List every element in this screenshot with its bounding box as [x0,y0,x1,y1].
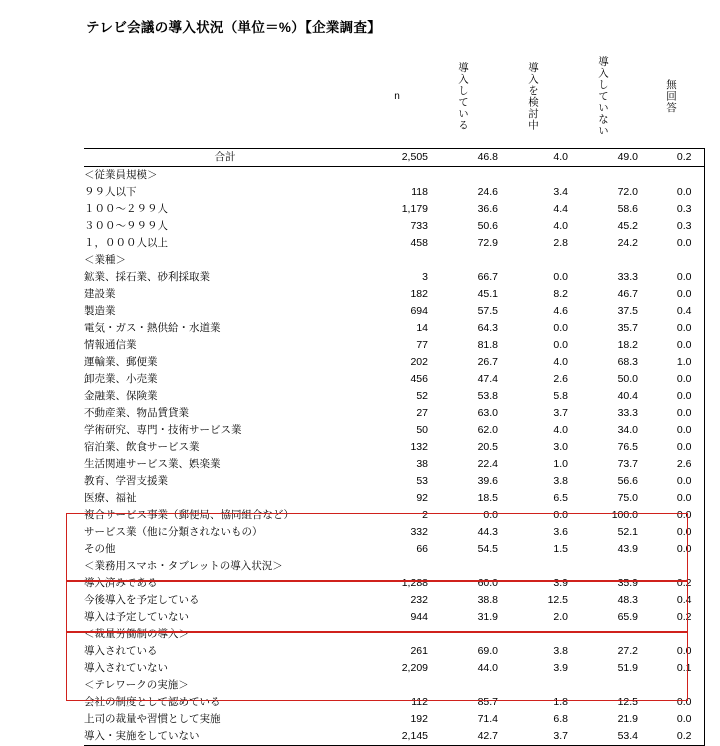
row-value-3: 37.5 [617,305,638,317]
row-value-4 [638,558,704,575]
row-value-1: 31.9 [477,611,498,623]
row-n: 1,288 [401,577,428,589]
row-value-3: 48.3 [617,594,638,606]
row-value-1 [428,677,498,694]
row-value-4: 0.3 [638,218,704,235]
row-label: 建設業 [84,288,116,300]
row-n: 202 [410,356,428,368]
row-value-2: 4.4 [553,203,568,215]
row-value-4: 0.0 [638,473,704,490]
row-value-3 [568,626,638,643]
row-value-4: 0.0 [638,524,704,541]
row-value-4: 0.0 [638,388,704,405]
row-value-3: 27.2 [617,645,638,657]
row-value-4: 0.4 [638,303,704,320]
row-n: 38 [416,458,428,470]
survey-table [84,44,705,746]
row-value-3: 21.9 [617,713,638,725]
table-row [84,677,704,694]
row-label: 宿泊業、飲食サービス業 [84,441,200,453]
row-n [366,626,428,643]
row-n: 118 [411,186,428,198]
row-label: 導入は予定していない [84,611,189,623]
table-row [84,439,704,456]
row-n: 2,145 [366,728,428,746]
header-col1 [428,44,498,149]
row-label: サービス業（他に分類されないもの） [84,526,263,538]
row-value-2: 2.6 [553,373,568,385]
table-row [84,473,704,490]
row-value-1: 42.7 [428,728,498,746]
row-n: 77 [416,339,428,351]
row-label: 導入されている [84,645,158,657]
table-row [84,388,704,405]
header-col3 [568,44,638,149]
row-value-4: 0.0 [638,235,704,252]
row-label: 生活関連サービス業、娯楽業 [84,458,221,470]
row-value-1: 72.9 [477,237,498,249]
row-label: ＜業種＞ [84,254,126,266]
row-value-1: 36.6 [477,203,498,215]
table-row [84,626,704,643]
table-row [84,184,704,201]
row-value-3: 35.7 [617,322,638,334]
row-value-2: 0.0 [553,271,568,283]
row-n: 3 [422,271,428,283]
row-label: 導入・実施をしていない [84,728,366,746]
row-value-3: 35.9 [617,577,638,589]
row-value-3: 50.0 [617,373,638,385]
row-label: 合計 [84,149,366,167]
row-n: 192 [410,713,428,725]
row-value-1: 60.0 [477,577,498,589]
row-value-2: 5.8 [553,390,568,402]
row-value-1: 85.7 [477,696,498,708]
row-n: 112 [411,696,428,708]
table-row [84,354,704,371]
header-n: n [394,90,400,102]
row-label: ＜業務用スマホ・タブレットの導入状況＞ [84,560,283,572]
table-row [84,252,704,269]
row-value-2: 2.8 [553,237,568,249]
row-value-2: 3.8 [553,475,568,487]
row-value-2: 6.5 [553,492,568,504]
row-value-1: 50.6 [477,220,498,232]
row-label: １，０００人以上 [84,237,168,249]
row-value-4: 0.0 [638,507,704,524]
table-row [84,167,704,185]
row-n: 50 [416,424,428,436]
row-n: 232 [410,594,428,606]
row-n: 456 [410,373,428,385]
row-value-1: 0.0 [483,509,498,521]
table-row [84,643,704,660]
row-value-3 [568,252,638,269]
table-row [84,728,704,746]
row-value-1: 44.3 [477,526,498,538]
table-row [84,149,704,167]
row-n: 2,209 [401,662,428,674]
row-value-1: 39.6 [477,475,498,487]
table-row [84,337,704,354]
row-label: ９９人以下 [84,186,137,198]
row-value-1: 38.8 [477,594,498,606]
row-value-1 [428,626,498,643]
row-value-2 [498,677,568,694]
header-col2 [498,44,568,149]
row-value-2: 3.9 [553,662,568,674]
row-value-3: 40.4 [617,390,638,402]
row-value-3: 68.3 [617,356,638,368]
row-value-1 [428,558,498,575]
row-n: 92 [416,492,428,504]
header-col3-label: 導入していない [597,55,610,137]
row-value-1 [428,167,498,185]
row-value-2 [498,252,568,269]
row-value-1: 18.5 [477,492,498,504]
row-n [366,677,428,694]
row-value-3: 53.4 [568,728,638,746]
row-value-1: 22.4 [477,458,498,470]
table-row [84,592,704,609]
row-n: 261 [410,645,428,657]
row-value-3: 24.2 [617,237,638,249]
row-value-3: 72.0 [617,186,638,198]
row-value-2: 3.0 [553,441,568,453]
row-value-4: 0.0 [638,320,704,337]
table-row [84,456,704,473]
table-row [84,235,704,252]
row-value-4 [638,626,704,643]
row-value-2: 4.6 [553,305,568,317]
row-value-4: 0.0 [638,286,704,303]
row-value-1: 66.7 [477,271,498,283]
row-value-2 [498,626,568,643]
row-label: 卸売業、小売業 [84,373,158,385]
row-value-2: 1.5 [553,543,568,555]
row-value-1: 53.8 [477,390,498,402]
row-label: ３００～９９９人 [84,220,168,232]
row-value-2: 3.8 [553,645,568,657]
row-value-2: 0.0 [553,339,568,351]
row-label: 導入されていない [84,662,168,674]
row-n: 1,179 [401,203,428,215]
row-label: 学術研究、専門・技術サービス業 [84,424,242,436]
row-value-3: 12.5 [617,696,638,708]
row-value-3: 73.7 [617,458,638,470]
row-value-4: 0.0 [638,490,704,507]
header-col1-label: 導入している [457,61,470,131]
row-label: 導入済みである [84,577,158,589]
row-value-3: 45.2 [617,220,638,232]
row-value-3 [568,167,638,185]
row-value-1: 81.8 [477,339,498,351]
row-n [366,558,428,575]
row-label: 今後導入を予定している [84,594,200,606]
row-value-1: 71.4 [477,713,498,725]
row-value-2: 0.0 [553,322,568,334]
row-n: 2 [422,509,428,521]
row-value-2: 6.8 [553,713,568,725]
table-row [84,507,704,524]
row-value-4: 0.0 [638,711,704,728]
row-n: 694 [410,305,428,317]
row-value-4 [638,252,704,269]
row-value-4: 0.0 [638,541,704,558]
row-value-2 [498,558,568,575]
row-value-3: 76.5 [617,441,638,453]
row-n: 66 [416,543,428,555]
row-label: ＜従業員規模＞ [84,169,158,181]
row-label: 情報通信業 [84,339,137,351]
row-value-1 [428,252,498,269]
table-row [84,218,704,235]
row-value-4: 0.0 [638,422,704,439]
row-label: 製造業 [84,305,116,317]
row-label: 教育、学習支援業 [84,475,168,487]
page-title: テレビ会議の導入状況（単位＝%）【企業調査】 [86,20,382,35]
row-value-1: 24.6 [477,186,498,198]
row-value-4: 0.0 [638,337,704,354]
row-value-3: 100.0 [611,509,638,521]
row-value-3: 18.2 [617,339,638,351]
row-label: 会社の制度として認めている [84,696,221,708]
row-n [366,167,428,185]
row-value-3: 46.7 [617,288,638,300]
row-value-4: 0.4 [638,592,704,609]
table-row [84,541,704,558]
row-n: 52 [416,390,428,402]
row-value-1: 26.7 [477,356,498,368]
row-label: 医療、福祉 [84,492,137,504]
table-header [84,44,704,149]
row-n [366,252,428,269]
table-row [84,660,704,677]
table-row [84,575,704,592]
table-row [84,609,704,626]
header-col2-label: 導入を検討中 [527,61,540,131]
row-value-3: 58.6 [617,203,638,215]
row-label: 上司の裁量や習慣として実施 [84,713,221,725]
row-value-2: 3.7 [498,728,568,746]
row-value-2: 1.0 [553,458,568,470]
row-n: 458 [410,237,428,249]
row-value-1: 20.5 [477,441,498,453]
table-body [84,149,704,746]
row-value-2: 4.0 [553,424,568,436]
table-row [84,269,704,286]
row-value-2: 0.0 [553,509,568,521]
row-value-4: 0.0 [638,269,704,286]
row-value-1: 63.0 [477,407,498,419]
table-row [84,371,704,388]
row-value-1: 57.5 [477,305,498,317]
row-value-2: 4.0 [553,356,568,368]
row-value-2: 4.0 [553,220,568,232]
table-row [84,303,704,320]
row-n: 2,505 [366,149,428,167]
row-label: ＜裁量労働制の導入＞ [84,628,189,640]
row-value-4: 0.0 [638,184,704,201]
row-value-3: 75.0 [617,492,638,504]
table-row [84,490,704,507]
row-n: 733 [410,220,428,232]
row-value-3: 33.3 [617,407,638,419]
row-value-4 [638,677,704,694]
row-value-4: 0.0 [638,405,704,422]
row-value-1: 47.4 [477,373,498,385]
row-label: 電気・ガス・熱供給・水道業 [84,322,221,334]
row-value-4: 0.2 [638,575,704,592]
row-label: 複合サービス事業（郵便局、協同組合など） [84,509,294,521]
table-row [84,320,704,337]
row-value-3: 33.3 [617,271,638,283]
table-row [84,405,704,422]
row-value-3: 51.9 [617,662,638,674]
row-value-2: 1.8 [553,696,568,708]
row-value-4: 0.3 [638,201,704,218]
row-value-1: 45.1 [477,288,498,300]
row-value-2: 3.6 [553,526,568,538]
row-value-3: 65.9 [617,611,638,623]
row-value-4: 2.6 [638,456,704,473]
row-value-4: 0.0 [638,694,704,711]
row-value-2: 12.5 [547,594,568,606]
row-label: １００～２９９人 [84,203,168,215]
row-value-2: 8.2 [553,288,568,300]
row-value-1: 62.0 [477,424,498,436]
row-n: 132 [410,441,428,453]
table-row [84,286,704,303]
row-value-2: 4.0 [498,149,568,167]
row-n: 332 [410,526,428,538]
row-value-3: 49.0 [568,149,638,167]
row-value-2: 3.9 [553,577,568,589]
row-value-4: 0.2 [638,609,704,626]
row-value-1: 54.5 [477,543,498,555]
row-value-2: 3.4 [553,186,568,198]
row-value-4: 0.1 [638,660,704,677]
table-row [84,694,704,711]
row-n: 53 [416,475,428,487]
row-value-4: 0.0 [638,643,704,660]
row-value-3: 56.6 [617,475,638,487]
row-value-4: 0.0 [638,439,704,456]
row-value-4 [638,167,704,185]
header-col4-label: 無回答 [665,78,678,114]
row-value-4: 1.0 [638,354,704,371]
table-row [84,524,704,541]
row-n: 14 [416,322,428,334]
row-value-3: 34.0 [617,424,638,436]
row-value-2: 2.0 [553,611,568,623]
row-value-2 [498,167,568,185]
table-row [84,201,704,218]
row-value-3: 43.9 [617,543,638,555]
row-label: 不動産業、物品賃貸業 [84,407,189,419]
table-row [84,558,704,575]
row-value-1: 64.3 [477,322,498,334]
header-blank [84,44,366,149]
row-value-1: 69.0 [477,645,498,657]
row-value-4: 0.2 [638,149,704,167]
row-value-3: 52.1 [617,526,638,538]
row-value-4: 0.2 [638,728,704,746]
row-n: 944 [410,611,428,623]
row-value-3 [568,558,638,575]
table-row [84,422,704,439]
row-value-1: 46.8 [428,149,498,167]
row-value-4: 0.0 [638,371,704,388]
row-label: 金融業、保険業 [84,390,158,402]
row-label: ＜テレワークの実施＞ [84,679,189,691]
row-n: 27 [416,407,428,419]
row-value-1: 44.0 [477,662,498,674]
row-label: 運輸業、郵便業 [84,356,158,368]
row-n: 182 [410,288,428,300]
row-label: 鉱業、採石業、砂利採取業 [84,271,210,283]
row-value-2: 3.7 [553,407,568,419]
row-value-3 [568,677,638,694]
header-col4 [638,44,704,149]
row-label: その他 [84,543,116,555]
